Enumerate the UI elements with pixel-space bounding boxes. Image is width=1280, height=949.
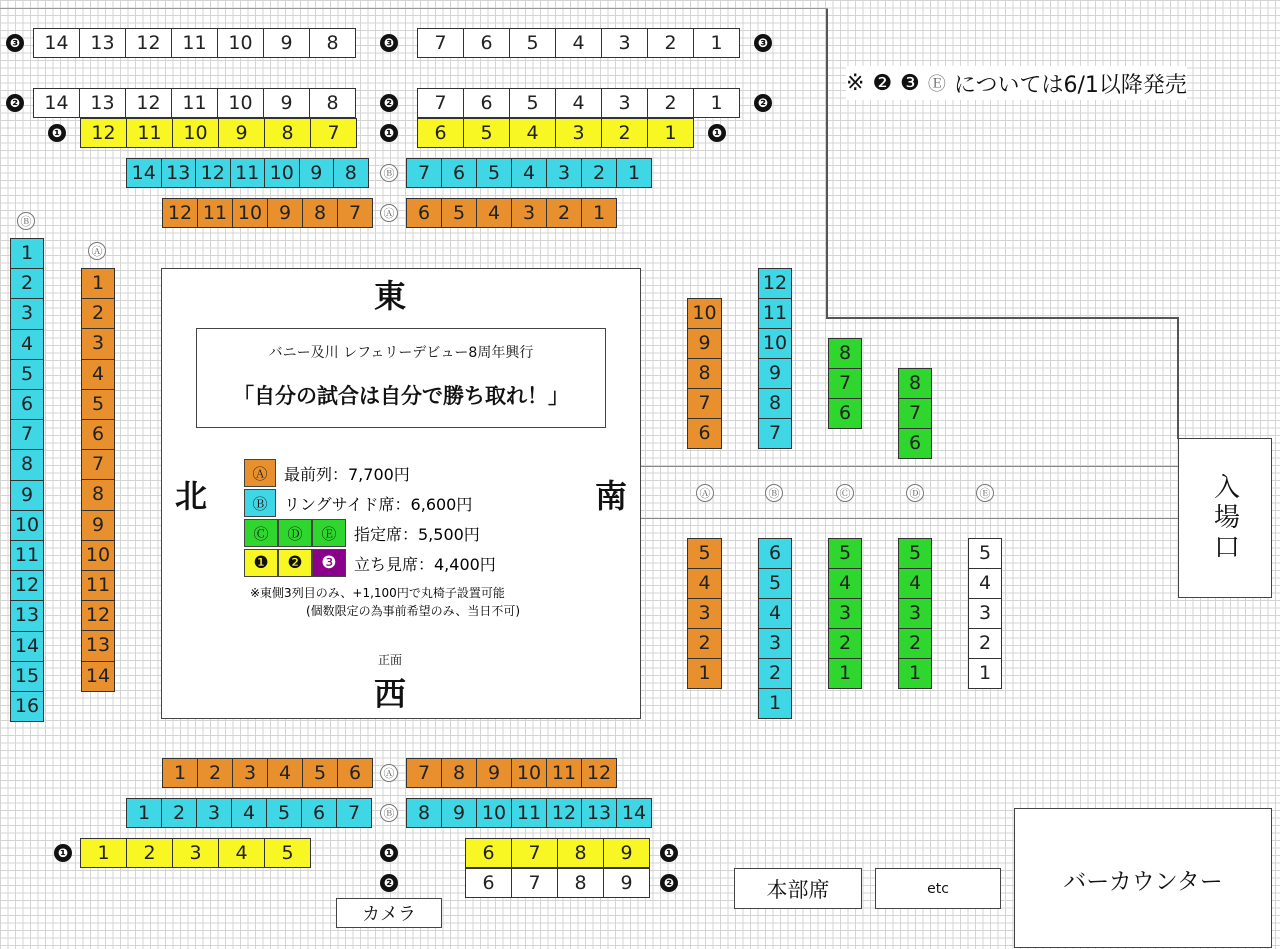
wall-mid <box>826 317 1178 319</box>
seat-east-row2-right-1[interactable]: 1 <box>693 88 740 118</box>
seat-west-A-left-2[interactable]: 2 <box>197 758 233 788</box>
row-marker-2-right: ❷ <box>754 94 772 112</box>
seat-east-row1-right-3[interactable]: 3 <box>555 118 602 148</box>
row-marker-2-west-center: ❷ <box>380 874 398 892</box>
seat-west-A-left-3[interactable]: 3 <box>232 758 268 788</box>
direction-west: 西 <box>373 675 406 713</box>
seat-west-A-left-4[interactable]: 4 <box>267 758 303 788</box>
legend-text-standing: 立ち見席：4,400円 <box>354 554 496 574</box>
seat-east-B-right-3[interactable]: 3 <box>546 158 582 188</box>
event-title-box <box>196 328 606 428</box>
seat-north-B-12[interactable]: 12 <box>10 570 44 601</box>
direction-north: 北 <box>174 477 207 515</box>
seat-south-A-upper-9[interactable]: 9 <box>687 328 722 359</box>
seat-west-B-left-2[interactable]: 2 <box>161 798 197 828</box>
seat-west-B-right-14[interactable]: 14 <box>616 798 652 828</box>
seat-north-A-9[interactable]: 9 <box>81 510 115 541</box>
seat-east-B-right-6[interactable]: 6 <box>441 158 477 188</box>
seat-north-B-16[interactable]: 16 <box>10 691 44 722</box>
seat-east-row2-right-6[interactable]: 6 <box>463 88 510 118</box>
seat-east-A-left-10[interactable]: 10 <box>232 198 268 228</box>
seat-west-B-left-7[interactable]: 7 <box>336 798 372 828</box>
seat-west-A-right-7[interactable]: 7 <box>406 758 442 788</box>
seat-east-row3-left-13[interactable]: 13 <box>79 28 126 58</box>
seat-south-C-lower-4[interactable]: 4 <box>828 568 862 599</box>
camera-label: カメラ <box>362 904 416 925</box>
legend-swatch-stand-1: ❶ <box>244 549 278 577</box>
seat-north-A-4[interactable]: 4 <box>81 359 115 390</box>
seat-east-row3-right-6[interactable]: 6 <box>463 28 510 58</box>
seat-east-B-right-5[interactable]: 5 <box>476 158 512 188</box>
seat-north-A-13[interactable]: 13 <box>81 630 115 661</box>
sale-notice <box>846 66 1187 100</box>
bar-counter-label: バーカウンター <box>1063 868 1223 895</box>
event-subtitle: バニー及川 レフェリーデビュー8周年興行 <box>268 345 534 361</box>
seat-west-A-right-10[interactable]: 10 <box>511 758 547 788</box>
etc-label: etc <box>927 880 949 897</box>
seat-east-row1-left-11[interactable]: 11 <box>126 118 173 148</box>
seat-east-row2-left-11[interactable]: 11 <box>171 88 218 118</box>
direction-east: 東 <box>373 277 406 315</box>
entrance-box <box>1178 438 1272 598</box>
seat-east-row2-right-3[interactable]: 3 <box>601 88 648 118</box>
etc-box <box>875 868 1001 909</box>
row-marker-b-north: Ⓑ <box>17 212 35 230</box>
seat-south-B-lower-5[interactable]: 5 <box>758 568 792 599</box>
seat-south-A-upper-10[interactable]: 10 <box>687 298 722 329</box>
row-marker-a-north: Ⓐ <box>88 242 106 260</box>
seat-west-B-left-4[interactable]: 4 <box>231 798 267 828</box>
seat-west-A-right-12[interactable]: 12 <box>581 758 617 788</box>
seat-east-A-left-7[interactable]: 7 <box>337 198 373 228</box>
seat-north-B-2[interactable]: 2 <box>10 268 44 299</box>
seat-east-B-left-10[interactable]: 10 <box>264 158 300 188</box>
notice-mark-2: ❷ <box>872 70 893 96</box>
seat-south-E-lower-4[interactable]: 4 <box>968 568 1002 599</box>
seat-north-A-12[interactable]: 12 <box>81 600 115 631</box>
aisle-line-bottom <box>640 518 1180 519</box>
seat-north-A-1[interactable]: 1 <box>81 268 115 299</box>
honbu-box <box>734 868 862 909</box>
seat-east-row3-left-9[interactable]: 9 <box>263 28 310 58</box>
row-marker-e-south: Ⓔ <box>976 484 994 502</box>
row-marker-b-east: Ⓑ <box>380 164 398 182</box>
wall-mid-right <box>1177 317 1179 439</box>
seat-west-B-right-9[interactable]: 9 <box>441 798 477 828</box>
legend-swatch-stand-3: ❸ <box>312 549 346 577</box>
seat-west-row1-left-1[interactable]: 1 <box>80 838 127 868</box>
seat-east-B-right-7[interactable]: 7 <box>406 158 442 188</box>
seat-west-B-right-13[interactable]: 13 <box>581 798 617 828</box>
seat-south-B-upper-10[interactable]: 10 <box>758 328 792 359</box>
seat-south-B-upper-12[interactable]: 12 <box>758 268 792 299</box>
seat-south-B-upper-11[interactable]: 11 <box>758 298 792 329</box>
row-marker-1-west-right: ❶ <box>660 844 678 862</box>
seat-east-row1-left-10[interactable]: 10 <box>172 118 219 148</box>
seat-south-C-upper-8[interactable]: 8 <box>828 338 862 369</box>
row-marker-1-west-left: ❶ <box>54 844 72 862</box>
legend-swatch-b: Ⓑ <box>244 489 276 517</box>
seat-south-E-lower-5[interactable]: 5 <box>968 538 1002 569</box>
seat-north-A-14[interactable]: 14 <box>81 661 115 692</box>
seat-south-C-lower-2[interactable]: 2 <box>828 628 862 659</box>
seat-north-B-10[interactable]: 10 <box>10 510 44 541</box>
row-marker-c-south: Ⓒ <box>836 484 854 502</box>
row-marker-d-south: Ⓓ <box>906 484 924 502</box>
seat-east-B-left-12[interactable]: 12 <box>195 158 231 188</box>
row-marker-3-right: ❸ <box>754 34 772 52</box>
seat-south-A-lower-1[interactable]: 1 <box>687 658 722 689</box>
row-marker-2-west-right: ❷ <box>660 874 678 892</box>
legend-swatch-c: Ⓒ <box>244 519 278 547</box>
entrance-label: 入場口 <box>1209 473 1240 563</box>
seat-east-row1-right-1[interactable]: 1 <box>647 118 694 148</box>
seat-east-row3-right-5[interactable]: 5 <box>509 28 556 58</box>
seat-west-row2-right-7[interactable]: 7 <box>511 868 558 898</box>
seat-east-A-right-3[interactable]: 3 <box>511 198 547 228</box>
seat-west-row1-right-6[interactable]: 6 <box>465 838 512 868</box>
seat-south-A-lower-3[interactable]: 3 <box>687 598 722 629</box>
seat-west-A-left-5[interactable]: 5 <box>302 758 338 788</box>
seat-east-row2-left-13[interactable]: 13 <box>79 88 126 118</box>
seat-south-C-lower-5[interactable]: 5 <box>828 538 862 569</box>
seat-north-A-11[interactable]: 11 <box>81 570 115 601</box>
seat-west-A-left-1[interactable]: 1 <box>162 758 198 788</box>
seat-south-E-lower-2[interactable]: 2 <box>968 628 1002 659</box>
seat-north-B-6[interactable]: 6 <box>10 389 44 420</box>
seat-south-B-upper-8[interactable]: 8 <box>758 388 792 419</box>
seat-south-B-lower-3[interactable]: 3 <box>758 628 792 659</box>
seat-east-row2-right-7[interactable]: 7 <box>417 88 464 118</box>
seat-east-B-left-13[interactable]: 13 <box>161 158 197 188</box>
seat-east-row2-right-2[interactable]: 2 <box>647 88 694 118</box>
direction-south: 南 <box>594 477 627 515</box>
seat-east-row1-right-4[interactable]: 4 <box>509 118 556 148</box>
seat-east-A-left-8[interactable]: 8 <box>302 198 338 228</box>
seat-south-A-upper-8[interactable]: 8 <box>687 358 722 389</box>
seat-west-B-left-6[interactable]: 6 <box>301 798 337 828</box>
row-marker-b-west: Ⓑ <box>380 804 398 822</box>
seat-west-row1-left-3[interactable]: 3 <box>172 838 219 868</box>
legend-row-a <box>244 458 410 488</box>
legend-text-a: 最前列：7,700円 <box>284 464 410 484</box>
seat-west-row1-right-9[interactable]: 9 <box>603 838 650 868</box>
seat-east-row2-left-12[interactable]: 12 <box>125 88 172 118</box>
seat-south-B-lower-1[interactable]: 1 <box>758 688 792 719</box>
seat-east-row1-right-5[interactable]: 5 <box>463 118 510 148</box>
row-marker-b-south: Ⓑ <box>765 484 783 502</box>
legend-swatch-e: Ⓔ <box>312 519 346 547</box>
notice-mark-e: Ⓔ <box>927 74 946 95</box>
honbu-label: 本部席 <box>766 877 830 902</box>
seat-east-B-right-2[interactable]: 2 <box>581 158 617 188</box>
seat-east-row3-right-3[interactable]: 3 <box>601 28 648 58</box>
row-marker-1-west-center: ❶ <box>380 844 398 862</box>
bar-counter-box <box>1014 808 1272 948</box>
seat-south-D-upper-7[interactable]: 7 <box>898 398 932 429</box>
seat-east-B-left-9[interactable]: 9 <box>299 158 335 188</box>
seat-west-A-right-11[interactable]: 11 <box>546 758 582 788</box>
seat-east-A-left-12[interactable]: 12 <box>162 198 198 228</box>
seat-south-C-upper-6[interactable]: 6 <box>828 398 862 429</box>
notice-prefix: ※ <box>846 70 865 96</box>
direction-front: 正面 <box>377 652 402 667</box>
notice-text: については6/1以降発売 <box>953 72 1187 98</box>
seat-south-C-lower-3[interactable]: 3 <box>828 598 862 629</box>
row-marker-2-center: ❷ <box>380 94 398 112</box>
seat-east-row2-left-8[interactable]: 8 <box>309 88 356 118</box>
notice-mark-3: ❸ <box>900 70 920 96</box>
seat-west-B-left-1[interactable]: 1 <box>126 798 162 828</box>
seat-north-B-11[interactable]: 11 <box>10 540 44 571</box>
seat-south-B-lower-2[interactable]: 2 <box>758 658 792 689</box>
seat-east-row1-left-12[interactable]: 12 <box>80 118 127 148</box>
seat-south-E-lower-1[interactable]: 1 <box>968 658 1002 689</box>
legend-text-cde: 指定席：5,500円 <box>354 524 480 544</box>
seat-west-A-right-8[interactable]: 8 <box>441 758 477 788</box>
seat-east-row3-right-7[interactable]: 7 <box>417 28 464 58</box>
row-marker-1-center: ❶ <box>380 124 398 142</box>
seat-south-D-lower-2[interactable]: 2 <box>898 628 932 659</box>
event-main-title: 「自分の試合は自分で勝ち取れ！」 <box>233 384 569 408</box>
seat-north-A-8[interactable]: 8 <box>81 479 115 510</box>
seat-south-C-upper-7[interactable]: 7 <box>828 368 862 399</box>
seat-south-B-upper-9[interactable]: 9 <box>758 358 792 389</box>
seat-west-A-left-6[interactable]: 6 <box>337 758 373 788</box>
row-marker-1-left: ❶ <box>48 124 66 142</box>
seat-east-B-left-8[interactable]: 8 <box>333 158 369 188</box>
seat-east-A-left-11[interactable]: 11 <box>197 198 233 228</box>
seat-east-A-right-5[interactable]: 5 <box>441 198 477 228</box>
seat-south-D-upper-6[interactable]: 6 <box>898 428 932 459</box>
legend-text-b: リングサイド席：6,600円 <box>284 494 473 514</box>
seat-east-row2-left-10[interactable]: 10 <box>217 88 264 118</box>
seat-east-A-right-2[interactable]: 2 <box>546 198 582 228</box>
row-marker-3-left: ❸ <box>6 34 24 52</box>
seat-north-B-8[interactable]: 8 <box>10 449 44 480</box>
seat-north-A-5[interactable]: 5 <box>81 389 115 420</box>
seat-east-row2-left-14[interactable]: 14 <box>33 88 80 118</box>
seat-north-B-15[interactable]: 15 <box>10 661 44 692</box>
seat-east-row2-right-5[interactable]: 5 <box>509 88 556 118</box>
seat-south-A-lower-5[interactable]: 5 <box>687 538 722 569</box>
seat-south-B-upper-7[interactable]: 7 <box>758 418 792 449</box>
row-marker-a-east: Ⓐ <box>380 204 398 222</box>
seat-south-C-lower-1[interactable]: 1 <box>828 658 862 689</box>
seat-east-row3-left-11[interactable]: 11 <box>171 28 218 58</box>
seat-east-row3-right-4[interactable]: 4 <box>555 28 602 58</box>
seat-east-row2-right-4[interactable]: 4 <box>555 88 602 118</box>
seat-south-A-lower-2[interactable]: 2 <box>687 628 722 659</box>
seat-east-row1-left-8[interactable]: 8 <box>264 118 311 148</box>
seat-north-B-9[interactable]: 9 <box>10 480 44 511</box>
seat-north-B-3[interactable]: 3 <box>10 298 44 329</box>
seat-east-row3-left-12[interactable]: 12 <box>125 28 172 58</box>
seat-east-row3-left-14[interactable]: 14 <box>33 28 80 58</box>
seat-east-A-right-1[interactable]: 1 <box>581 198 617 228</box>
seat-south-B-lower-4[interactable]: 4 <box>758 598 792 629</box>
seat-east-A-right-4[interactable]: 4 <box>476 198 512 228</box>
seat-south-D-lower-3[interactable]: 3 <box>898 598 932 629</box>
camera-box <box>336 898 442 928</box>
seat-west-row2-right-9[interactable]: 9 <box>603 868 650 898</box>
row-marker-a-west: Ⓐ <box>380 764 398 782</box>
seat-north-B-7[interactable]: 7 <box>10 419 44 450</box>
seat-south-D-upper-8[interactable]: 8 <box>898 368 932 399</box>
seat-east-B-left-14[interactable]: 14 <box>126 158 162 188</box>
aisle-line-top <box>640 466 1180 467</box>
row-marker-3-center: ❸ <box>380 34 398 52</box>
legend-swatch-d: Ⓓ <box>278 519 312 547</box>
seat-east-row3-left-8[interactable]: 8 <box>309 28 356 58</box>
seat-west-B-right-12[interactable]: 12 <box>546 798 582 828</box>
seat-north-B-1[interactable]: 1 <box>10 238 44 269</box>
seat-east-B-right-1[interactable]: 1 <box>616 158 652 188</box>
row-marker-1-right: ❶ <box>708 124 726 142</box>
seat-west-row1-left-5[interactable]: 5 <box>264 838 311 868</box>
seat-east-B-right-4[interactable]: 4 <box>511 158 547 188</box>
seat-east-B-left-11[interactable]: 11 <box>230 158 266 188</box>
seat-south-B-lower-6[interactable]: 6 <box>758 538 792 569</box>
seat-west-row2-right-6[interactable]: 6 <box>465 868 512 898</box>
legend-row-standing <box>244 548 496 578</box>
legend-note-2: (個数限定の為事前希望のみ、当日不可) <box>306 604 521 618</box>
seat-east-A-left-9[interactable]: 9 <box>267 198 303 228</box>
seat-east-row3-left-10[interactable]: 10 <box>217 28 264 58</box>
seat-west-B-right-8[interactable]: 8 <box>406 798 442 828</box>
legend-row-b <box>244 488 472 518</box>
seat-south-D-lower-4[interactable]: 4 <box>898 568 932 599</box>
legend-swatch-a: Ⓐ <box>244 459 276 487</box>
wall-top-right <box>826 8 828 318</box>
seat-north-A-10[interactable]: 10 <box>81 540 115 571</box>
seat-east-row3-right-1[interactable]: 1 <box>693 28 740 58</box>
seat-north-A-2[interactable]: 2 <box>81 298 115 329</box>
seat-north-A-6[interactable]: 6 <box>81 419 115 450</box>
seat-west-row1-right-7[interactable]: 7 <box>511 838 558 868</box>
seat-west-B-left-5[interactable]: 5 <box>266 798 302 828</box>
seat-north-B-4[interactable]: 4 <box>10 329 44 360</box>
seat-north-A-7[interactable]: 7 <box>81 449 115 480</box>
legend-note-1: ※東側3列目のみ、+1,100円で丸椅子設置可能 <box>250 586 505 600</box>
seat-south-A-upper-7[interactable]: 7 <box>687 388 722 419</box>
seat-east-row2-left-9[interactable]: 9 <box>263 88 310 118</box>
seat-north-B-13[interactable]: 13 <box>10 600 44 631</box>
wall-top <box>0 8 828 9</box>
seat-east-A-right-6[interactable]: 6 <box>406 198 442 228</box>
legend-swatch-stand-2: ❷ <box>278 549 312 577</box>
seat-east-row3-right-2[interactable]: 2 <box>647 28 694 58</box>
seat-west-row1-left-2[interactable]: 2 <box>126 838 173 868</box>
seat-east-row1-right-6[interactable]: 6 <box>417 118 464 148</box>
seat-north-B-5[interactable]: 5 <box>10 359 44 390</box>
seat-south-E-lower-3[interactable]: 3 <box>968 598 1002 629</box>
price-legend <box>244 458 578 626</box>
seat-west-B-right-10[interactable]: 10 <box>476 798 512 828</box>
seat-west-A-right-9[interactable]: 9 <box>476 758 512 788</box>
seat-west-row2-right-8[interactable]: 8 <box>557 868 604 898</box>
seat-west-row1-left-4[interactable]: 4 <box>218 838 265 868</box>
seat-south-A-upper-6[interactable]: 6 <box>687 418 722 449</box>
seat-south-A-lower-4[interactable]: 4 <box>687 568 722 599</box>
seat-south-D-lower-1[interactable]: 1 <box>898 658 932 689</box>
seat-west-B-right-11[interactable]: 11 <box>511 798 547 828</box>
row-marker-a-south: Ⓐ <box>696 484 714 502</box>
legend-row-cde <box>244 518 480 548</box>
seat-north-A-3[interactable]: 3 <box>81 328 115 359</box>
seat-north-B-14[interactable]: 14 <box>10 631 44 662</box>
seat-south-D-lower-5[interactable]: 5 <box>898 538 932 569</box>
seat-east-row1-right-2[interactable]: 2 <box>601 118 648 148</box>
row-marker-2-left: ❷ <box>6 94 24 112</box>
seat-east-row1-left-9[interactable]: 9 <box>218 118 265 148</box>
seat-west-row1-right-8[interactable]: 8 <box>557 838 604 868</box>
seat-east-row1-left-7[interactable]: 7 <box>310 118 357 148</box>
seat-west-B-left-3[interactable]: 3 <box>196 798 232 828</box>
